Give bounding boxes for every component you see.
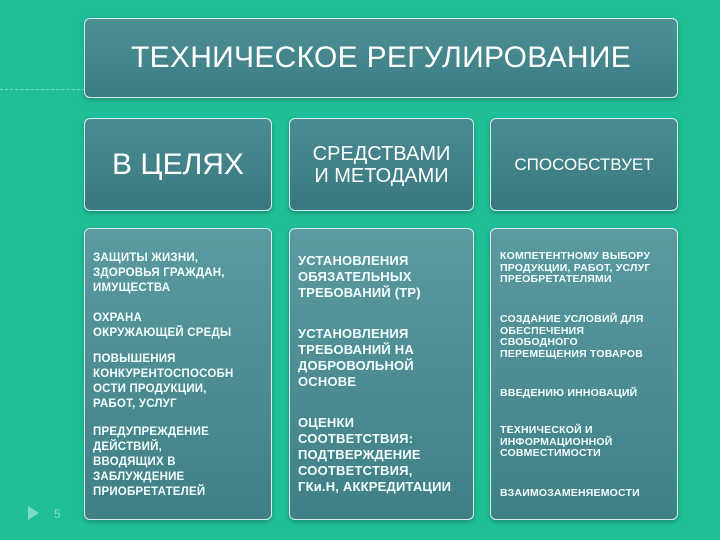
- method-item: ОЦЕНКИ СООТВЕТСТВИЯ: ПОДТВЕРЖДЕНИЕ СООТВЕТСТВИЯ, ГКи.Н, АККРЕДИТАЦИИ: [298, 415, 452, 494]
- column-goals: [84, 228, 272, 520]
- column-promotes: [490, 228, 678, 520]
- header-goals-label: В ЦЕЛЯХ: [112, 147, 244, 181]
- promote-item: КОМПЕТЕНТНОМУ ВЫБОРУ ПРОДУКЦИИ, РАБОТ, УСЛУГ ПРЕОБРЕТАТЕЛЯМИ: [500, 250, 651, 285]
- page-number: 5: [54, 507, 61, 521]
- goal-item: ПРЕДУПРЕЖДЕНИЕ ДЕЙСТВИЙ, ВВОДЯЩИХ В ЗАБЛУЖДЕНИЕ ПРИОБРЕТАТЕЛЕЙ: [93, 426, 209, 498]
- header-promotes-label: СПОСОБСТВУЕТ: [514, 154, 654, 174]
- header-promotes: [490, 118, 678, 211]
- promote-item: ТЕХНИЧЕСКОЙ И ИНФОРМАЦИОННОЙ СОВМЕСТИМОСТИ: [500, 424, 613, 459]
- method-item: УСТАНОВЛЕНИЯ ТРЕБОВАНИЙ НА ДОБРОВОЛЬНОЙ ОСНОВЕ: [298, 326, 414, 389]
- goal-item: ЗАЩИТЫ ЖИЗНИ, ЗДОРОВЬЯ ГРАЖДАН, ИМУЩЕСТВА: [93, 252, 225, 294]
- title-box: [84, 18, 678, 98]
- column-methods: [289, 228, 474, 520]
- promote-item: СОЗДАНИЕ УСЛОВИЙ ДЛЯ ОБЕСПЕЧЕНИЯ СВОБОДНОГО ПЕРЕМЕЩЕНИЯ ТОВАРОВ: [500, 313, 644, 360]
- header-goals: [84, 118, 272, 211]
- bullet-arrow-icon: [28, 506, 39, 520]
- page-title: ТЕХНИЧЕСКОЕ РЕГУЛИРОВАНИЕ: [130, 41, 632, 74]
- dashed-guide-line: [0, 89, 90, 90]
- header-methods-label: СРЕДСТВАМИ И МЕТОДАМИ: [312, 142, 451, 187]
- goal-item: ОХРАНА ОКРУЖАЮЩЕЙ СРЕДЫ: [93, 312, 232, 339]
- goal-item: ПОВЫШЕНИЯ КОНКУРЕНТОСПОСОБН ОСТИ ПРОДУКЦИИ, РАБОТ, УСЛУГ: [93, 353, 234, 410]
- method-item: УСТАНОВЛЕНИЯ ОБЯЗАТЕЛЬНЫХ ТРЕБОВАНИЙ (ТР): [298, 253, 421, 300]
- header-methods: [289, 118, 474, 211]
- promote-item: ВВЕДЕНИЮ ИННОВАЦИЙ: [500, 387, 638, 399]
- promote-item: ВЗАИМОЗАМЕНЯЕМОСТИ: [500, 487, 640, 499]
